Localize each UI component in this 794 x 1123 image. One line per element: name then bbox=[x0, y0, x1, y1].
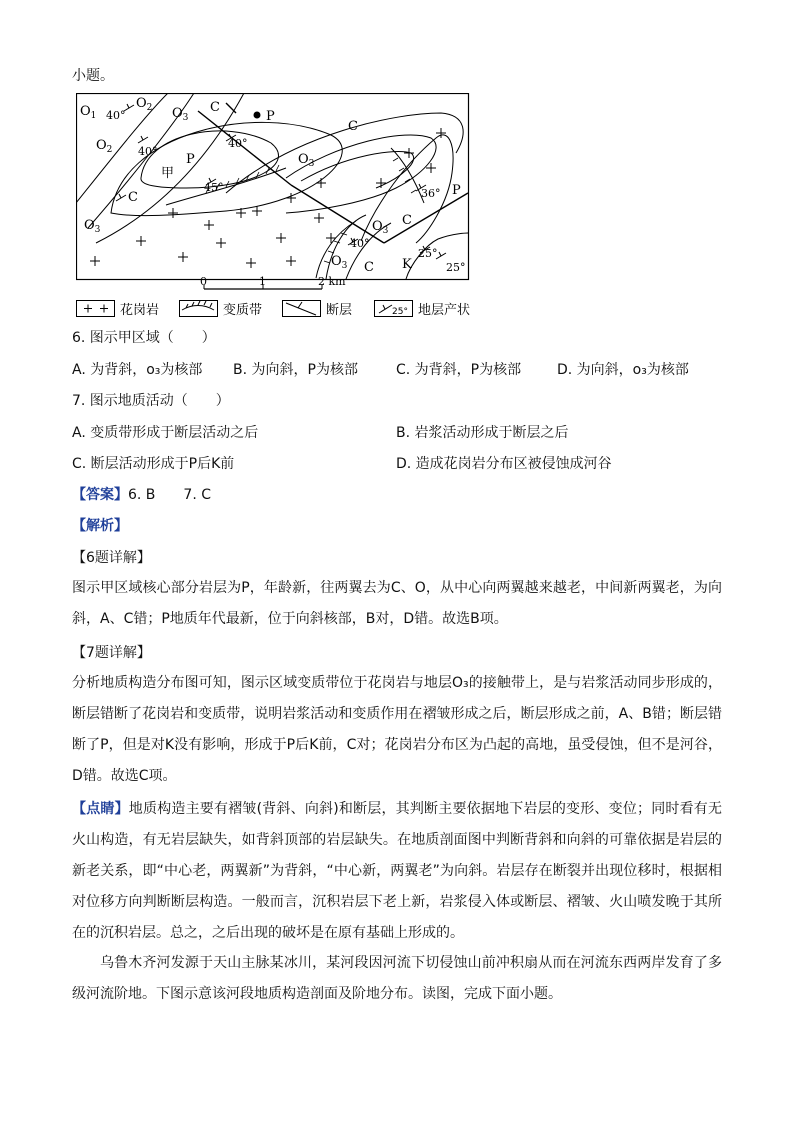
q6-stem: 6. 图示甲区域（ ） bbox=[72, 330, 216, 346]
angle-36: 36° bbox=[421, 187, 441, 200]
q7-stem: 7. 图示地质活动（ ） bbox=[72, 393, 230, 409]
label-o3d: $O_3$ bbox=[372, 219, 389, 236]
fault-short bbox=[226, 103, 236, 113]
q6-detail-text: 图示甲区域核心部分岩层为P，年龄新，往两翼去为C、O，从中心向两翼越来越老，中间新两翼老，为向斜，A、C错；P地质年代最新，位于向斜核部，B对，D错。故选B项。 bbox=[72, 580, 722, 627]
angle-40-1: 40° bbox=[106, 109, 126, 122]
q7-detail-tag: 【7题详解】 bbox=[72, 645, 151, 661]
geologic-map bbox=[76, 93, 472, 293]
scale-tick-2: 2 km bbox=[318, 275, 346, 288]
angle-40-4: 40° bbox=[350, 237, 370, 250]
legend-metamorphic: 变质带 bbox=[223, 303, 263, 318]
next-question-intro: 乌鲁木齐河发源于天山主脉某冰川，某河段因河流下切侵蚀山前冲积扇从而在河流东西两岸发育了多级河流阶地。下图示意该河段地质构造剖面及阶地分布。读图，完成下面小题。 bbox=[72, 955, 722, 1002]
fold-line-ellipse-2 bbox=[111, 122, 342, 215]
label-o3c: $O_3$ bbox=[298, 152, 315, 169]
analysis-tag: 【解析】 bbox=[72, 518, 128, 534]
label-o2b: $O_2$ bbox=[96, 138, 113, 155]
answer-tag: 【答案】 bbox=[72, 487, 128, 503]
label-o1: $O_1$ bbox=[80, 104, 97, 121]
scale-tick-0: 0 bbox=[200, 275, 207, 288]
q7-option-b[interactable]: B. 岩浆活动形成于断层之后 bbox=[396, 425, 569, 441]
map-legend bbox=[76, 298, 506, 322]
q7-option-d[interactable]: D. 造成花岗岩分布区被侵蚀成河谷 bbox=[396, 456, 612, 472]
label-o3e: $O_3$ bbox=[331, 254, 348, 271]
label-o2a: $O_2$ bbox=[136, 96, 153, 113]
label-o3a: $O_3$ bbox=[172, 106, 189, 123]
legend-attitude-angle: 25° bbox=[392, 307, 408, 317]
q6-option-a[interactable]: A. 为背斜，o₃为核部 bbox=[72, 362, 203, 378]
q7-detail-text: 分析地质构造分布图可知，图示区域变质带位于花岗岩与地层O₃的接触带上，是与岩浆活动同步形成的，断层错断了花岗岩和变质带，说明岩浆活动和变质作用在褶皱形成之后，断层形成之前，A、B错；断层错断了P，但是对K没有影响，形成于P后K前，C对；花岗岩分布区为凸起的高地，虽受侵蚀，但不是河谷，D错。故选C项。 bbox=[72, 675, 722, 784]
label-c4: C bbox=[402, 213, 412, 228]
intro-tail: 小题。 bbox=[72, 68, 114, 84]
answer-line bbox=[72, 485, 211, 505]
label-p-dot: P bbox=[266, 109, 275, 124]
q7-option-c[interactable]: C. 断层活动形成于P后K前 bbox=[72, 456, 235, 472]
angle-25-1: 25° bbox=[418, 247, 438, 260]
tip-paragraph bbox=[72, 794, 722, 949]
q7-option-a[interactable]: A. 变质带形成于断层活动之后 bbox=[72, 425, 259, 441]
angle-45: 45° bbox=[204, 181, 224, 194]
fault-center bbox=[291, 185, 384, 243]
legend-fault: 断层 bbox=[326, 303, 353, 318]
q6-option-c[interactable]: C. 为背斜，P为核部 bbox=[396, 362, 522, 378]
legend-attitude: 地层产状 bbox=[418, 303, 471, 318]
q6-detail-tag: 【6题详解】 bbox=[72, 550, 151, 566]
fault-ne bbox=[384, 193, 468, 243]
tip-tag: 【点睛】 bbox=[72, 801, 129, 817]
label-c3: C bbox=[128, 190, 138, 205]
label-c5: C bbox=[364, 260, 374, 275]
fold-line-o3-outer bbox=[286, 135, 436, 213]
label-c1: C bbox=[210, 100, 220, 115]
fold-line-c-boundary bbox=[226, 113, 463, 193]
q6-option-b[interactable]: B. 为向斜，P为核部 bbox=[233, 362, 358, 378]
label-p-right: P bbox=[452, 183, 461, 198]
label-jia: 甲 bbox=[161, 166, 175, 181]
angle-40-2: 40° bbox=[138, 145, 158, 158]
q6-option-d[interactable]: D. 为向斜，o₃为核部 bbox=[557, 362, 689, 378]
label-o3b: $O_3$ bbox=[84, 218, 101, 235]
tip-text: 地质构造主要有褶皱(背斜、向斜)和断层，其判断主要依据地下岩层的变形、变位；同时看有无火山构造，有无岩层缺失，如背斜顶部的岩层缺失。在地质剖面图中判断背斜和向斜的可靠依据是岩层的新老关系，即“中心老，两翼新”为背斜，“中心新，两翼老”为向斜。岩层存在断裂并出现位移时，根据相对位移方向判断断层构造。一般而言，沉积岩层下老上新，岩浆侵入体或断层、褶皱、火山喷发晚于其所在的沉积岩层。总之，之后出现的破坏是在原有基础上形成的。 bbox=[72, 801, 723, 941]
granite-legend-icon bbox=[84, 305, 108, 313]
fault-legend-icon bbox=[286, 302, 316, 315]
angle-25-2: 25° bbox=[446, 261, 466, 274]
label-c2: C bbox=[348, 119, 358, 134]
metamorphic-belt-3 bbox=[391, 148, 424, 203]
label-k: K bbox=[402, 257, 412, 272]
legend-granite: 花岗岩 bbox=[120, 303, 160, 318]
angle-40-3: 40° bbox=[228, 137, 248, 150]
p-point-dot bbox=[254, 112, 261, 119]
attitude-legend-icon bbox=[379, 305, 392, 313]
answer-text: 6. B 7. C bbox=[128, 487, 211, 503]
scale-tick-1: 1 bbox=[259, 275, 266, 288]
g3 bbox=[178, 252, 188, 262]
label-p-center: P bbox=[186, 152, 195, 167]
